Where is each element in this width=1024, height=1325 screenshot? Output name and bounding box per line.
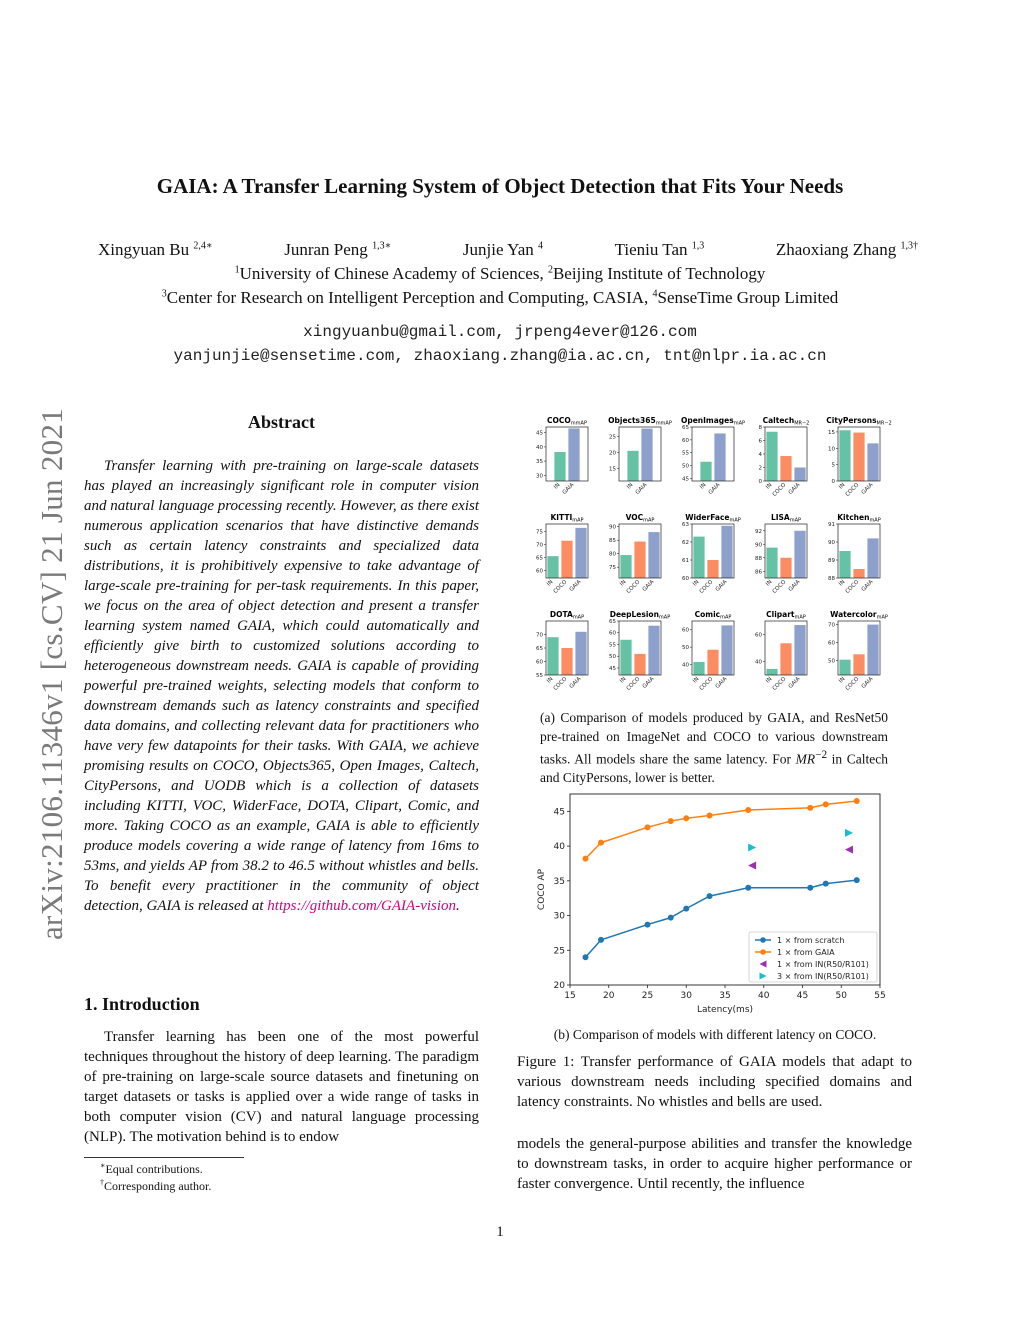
y-tick-label: 70 <box>536 542 543 549</box>
legend-entry: 1 × from GAIA <box>777 948 835 957</box>
data-point <box>668 915 674 921</box>
y-tick-label: 2 <box>758 465 762 472</box>
y-tick-label: 63 <box>682 522 689 528</box>
y-tick-label: 60 <box>536 568 543 575</box>
y-tick-label: 50 <box>609 654 616 661</box>
x-tick-label: GAIA <box>860 579 875 593</box>
x-tick-label: IN <box>838 579 847 588</box>
y-tick-label: 40 <box>536 444 543 451</box>
y-tick-label: 8 <box>758 425 762 431</box>
y-tick-label: 89 <box>828 558 835 564</box>
x-tick-label: COCO <box>552 579 569 595</box>
data-point <box>583 954 589 960</box>
panel-title: Clipart$_{mAP}$ <box>766 610 806 621</box>
github-link[interactable]: https://github.com/GAIA-vision <box>267 898 457 914</box>
y-axis-label: COCO AP <box>537 868 547 911</box>
y-tick-label: 25 <box>609 434 616 441</box>
bar-gaia <box>641 429 652 481</box>
bar-panel-objects365 <box>608 416 672 496</box>
author: Zhaoxiang Zhang $^{1,3\dagger}$ <box>775 240 918 259</box>
x-tick-label: GAIA <box>641 579 656 593</box>
bar-in <box>839 551 850 578</box>
x-tick-label: IN <box>692 579 701 588</box>
bar-gaia <box>648 626 659 675</box>
x-tick-label: COCO <box>625 579 642 595</box>
panel-title: Watercolor$_{mAP}$ <box>830 610 888 621</box>
data-point <box>854 798 860 804</box>
data-point <box>823 881 829 887</box>
x-tick-label: 50 <box>835 991 847 1001</box>
y-tick-label: 62 <box>682 540 689 546</box>
bar-panel-dota <box>536 610 588 692</box>
bar-coco <box>853 433 864 481</box>
y-tick-label: 90 <box>755 542 762 549</box>
bar-panel-caltech <box>759 416 810 498</box>
x-tick-label: 40 <box>758 991 770 1001</box>
x-tick-label: IN <box>765 676 774 685</box>
bar-in <box>547 637 558 675</box>
x-tick-label: COCO <box>844 676 861 692</box>
author: Junjie Yan $^4$ <box>462 240 544 259</box>
bar-panel-widerface <box>682 513 741 595</box>
legend <box>749 932 877 982</box>
y-tick-label: 90 <box>828 540 835 546</box>
panel-title: $DOTA_{mAP}$ <box>549 610 585 621</box>
x-tick-label: GAIA <box>707 482 722 496</box>
bar-gaia <box>794 468 805 482</box>
x-tick-label: IN <box>619 579 628 588</box>
panel-title: CityPersons$_{MR-2}$ <box>826 416 892 427</box>
bar-in <box>627 451 638 481</box>
x-tick-label: GAIA <box>787 579 802 593</box>
y-tick-label: 65 <box>682 425 689 431</box>
panel-title: OpenImages$_{mAP}$ <box>680 416 746 427</box>
x-tick-label: IN <box>838 482 847 491</box>
data-point <box>745 807 751 813</box>
plot-frame <box>619 427 661 481</box>
email-line-1[interactable]: xingyuanbu@gmail.com, jrpeng4ever@126.com <box>303 323 697 341</box>
y-tick-label: 65 <box>609 619 616 625</box>
author: Junran Peng $^{1,3∗}$ <box>284 240 392 259</box>
bar-coco <box>634 542 645 578</box>
plot-frame <box>692 427 734 481</box>
bar-coco <box>780 558 791 578</box>
paper-title: GAIA: A Transfer Learning System of Object Detection that Fits Your Needs <box>156 174 844 198</box>
y-tick-label: 55 <box>682 450 689 457</box>
y-tick-label: 80 <box>609 551 616 558</box>
panel-title: $KITTI_{mAP}$ <box>550 513 584 524</box>
y-tick-label: 20 <box>609 450 616 457</box>
x-tick-label: 25 <box>641 991 654 1001</box>
data-point <box>683 815 689 821</box>
right-column-body: models the general-purpose abilities and transfer the knowledge to downstream tasks, in order to acquire higher performance or faster convergence. Until recently, the influence <box>517 1136 912 1192</box>
y-tick-label: 70 <box>536 632 543 639</box>
panel-title: WiderFace$_{mAP}$ <box>685 513 741 524</box>
abstract-heading: Abstract <box>248 412 315 432</box>
y-tick-label: 92 <box>755 528 762 535</box>
y-tick-label: 10 <box>828 446 835 453</box>
bar-coco <box>853 654 864 675</box>
panel-title: Caltech$_{MR-2}$ <box>762 416 810 427</box>
bar-in <box>693 537 704 578</box>
data-point <box>583 856 589 862</box>
data-point <box>807 885 813 891</box>
figure-caption: Figure 1: Transfer performance of GAIA models that adapt to various downstream needs including specified domains and latency constraints. No whistles and bells are used. <box>517 1054 912 1110</box>
y-tick-label: 65 <box>536 646 543 652</box>
y-tick-label: 0 <box>758 479 762 485</box>
bar-in <box>839 660 850 675</box>
y-tick-label: 40 <box>755 659 762 666</box>
x-tick-label: COCO <box>698 676 715 692</box>
panel-title: $LISA_{mAP}$ <box>770 513 802 524</box>
y-tick-label: 40 <box>682 662 689 669</box>
bar-in <box>693 662 704 675</box>
arxiv-stamp: arXiv:2106.11346v1 [cs.CV] 21 Jun 2021 <box>34 407 69 940</box>
y-tick-label: 20 <box>553 981 565 991</box>
data-point <box>845 846 853 854</box>
data-point <box>807 805 813 811</box>
affiliation-line-2: $^3$Center for Research on Intelligent Perception and Computing, CASIA, $^4$SenseTime Group Limited <box>161 288 839 307</box>
footnote-equal-contribution: ∗Equal contributions. <box>100 1161 203 1176</box>
y-tick-label: 85 <box>609 538 616 545</box>
y-tick-label: 0 <box>831 479 835 485</box>
x-tick-label: COCO <box>771 482 788 498</box>
x-tick-label: COCO <box>771 579 788 595</box>
y-tick-label: 30 <box>553 911 565 922</box>
legend-entry: 1 × from IN(R50/R101) <box>777 960 869 969</box>
y-tick-label: 70 <box>828 622 835 629</box>
bar-gaia <box>794 625 805 675</box>
bar-gaia <box>867 538 878 578</box>
data-point <box>668 818 674 824</box>
y-tick-label: 86 <box>755 569 762 576</box>
x-tick-label: IN <box>546 676 555 685</box>
x-tick-label: 55 <box>874 991 886 1001</box>
subfigure-caption-a: (a) Comparison of models produced by GAIA, and ResNet50 pre-trained on ImageNet and COCO to various downstream tasks. All models share the same latency. For $MR^{-2}$ in Caltech and CityPersons, lower is better. <box>540 710 889 785</box>
bar-panel-lisa <box>755 513 807 595</box>
x-tick-label: GAIA <box>787 676 802 690</box>
bar-in <box>547 556 558 578</box>
y-tick-label: 91 <box>828 522 835 528</box>
data-point <box>745 885 751 891</box>
x-tick-label: IN <box>692 676 701 685</box>
y-tick-label: 40 <box>553 842 565 853</box>
y-tick-label: 60 <box>828 640 835 647</box>
panel-title: DeepLesion$_{mAP}$ <box>609 610 671 621</box>
bar-in <box>620 555 631 578</box>
data-point <box>707 893 713 899</box>
x-tick-label: GAIA <box>568 676 583 690</box>
bar-panel-openimages <box>681 416 745 496</box>
panel-title: $Objects365_{mmAP}$ <box>608 416 672 427</box>
bar-in <box>766 669 777 675</box>
bar-gaia <box>867 443 878 481</box>
bar-in <box>554 452 565 481</box>
x-tick-label: COCO <box>625 676 642 692</box>
x-tick-label: 35 <box>719 991 731 1001</box>
bar-gaia <box>648 532 659 578</box>
x-tick-label: COCO <box>844 482 861 498</box>
series-line-1 <box>586 801 857 859</box>
y-tick-label: 60 <box>682 576 689 582</box>
bar-coco <box>707 560 718 578</box>
bar-coco <box>853 569 864 578</box>
data-point <box>854 877 860 883</box>
data-point <box>645 922 651 928</box>
legend-entry: 1 × from scratch <box>777 936 845 945</box>
y-tick-label: 45 <box>536 430 543 437</box>
x-tick-label: IN <box>765 579 774 588</box>
panel-title: $VOC_{mAP}$ <box>625 513 655 524</box>
bar-coco <box>780 456 791 481</box>
data-point <box>598 840 604 846</box>
legend-entry: 3 × from IN(R50/R101) <box>777 972 869 981</box>
subfigure-caption-b: (b) Comparison of models with different latency on COCO. <box>553 1027 877 1042</box>
legend-swatch-marker <box>760 949 766 955</box>
data-point <box>748 843 756 851</box>
y-tick-label: 4 <box>758 452 762 458</box>
data-point <box>707 813 713 819</box>
y-tick-label: 30 <box>536 473 543 480</box>
y-tick-label: 25 <box>553 946 565 957</box>
affiliation-line-1: $^1$University of Chinese Academy of Sciences, $^2$Beijing Institute of Technology <box>234 264 766 283</box>
introduction-body: Transfer learning has been one of the most powerful techniques throughout the history of deep learning. The paradigm of pre-training on large-scale source datasets and finetuning on target datasets or tasks is applied over a wide range of tasks in both computer vision (CV) and natural language processing (NLP). The motivation behind is to endow <box>84 1029 479 1145</box>
bar-panel-kitchen <box>828 513 881 595</box>
footnote-corresponding-author: †Corresponding author. <box>100 1178 212 1193</box>
bar-in <box>839 430 850 481</box>
x-tick-label: GAIA <box>634 482 649 496</box>
y-tick-label: 88 <box>755 555 762 562</box>
bar-in <box>766 548 777 578</box>
section-heading-introduction: 1. Introduction <box>84 994 200 1014</box>
x-tick-label: GAIA <box>568 579 583 593</box>
y-tick-label: 60 <box>682 437 689 444</box>
x-tick-label: IN <box>546 579 555 588</box>
footnote-divider <box>84 1157 244 1158</box>
y-tick-label: 55 <box>536 673 543 679</box>
page-number: 1 <box>496 1224 504 1240</box>
bar-gaia <box>867 625 878 675</box>
y-tick-label: 6 <box>758 438 762 445</box>
y-tick-label: 65 <box>536 555 543 562</box>
data-point <box>645 824 651 830</box>
bar-panel-comic <box>682 610 734 692</box>
x-tick-label: GAIA <box>641 676 656 690</box>
data-point <box>845 829 853 837</box>
author-list <box>98 240 918 260</box>
bar-coco <box>707 650 718 675</box>
y-tick-label: 45 <box>609 665 616 672</box>
y-tick-label: 60 <box>682 627 689 634</box>
y-tick-label: 90 <box>609 524 616 531</box>
bar-coco <box>780 643 791 675</box>
x-tick-label: GAIA <box>561 482 576 496</box>
x-axis-label: Latency(ms) <box>696 1005 754 1015</box>
x-tick-label: GAIA <box>860 482 875 496</box>
x-tick-label: IN <box>619 676 628 685</box>
x-tick-label: GAIA <box>714 579 729 593</box>
author: Tieniu Tan $^{1,3}$ <box>614 240 705 259</box>
x-tick-label: COCO <box>552 676 569 692</box>
email-line-2[interactable]: yanjunjie@sensetime.com, zhaoxiang.zhang@ia.ac.cn, tnt@nlpr.ia.ac.cn <box>173 347 827 365</box>
bar-panel-clipart <box>755 610 807 692</box>
bar-gaia <box>721 625 732 675</box>
latency-line-chart <box>527 786 897 1018</box>
abstract-body: Transfer learning with pre-training on large-scale datasets has played an increasingly significant role in computer vision and natural language processing recently. However, as there exist numerous application scenarios that have distinctive demands such as certain latency constraints and specialized data distributions, it is prohibitively expensive to take advantage of large-scale pre-training for per-task requirements. In this paper, we focus on the area of object detection and present a transfer learning system named GAIA, which could automatically and efficiently give birth to customized solutions according to heterogeneous downstream needs. GAIA is capable of providing powerful pre-trained weights, selecting models that conform to downstream demands such as latency constraints and specified data domains, and collecting relevant data for practitioners who have very few datapoints for their tasks. With GAIA, we achieve promising results on COCO, Objects365, Open Images, Caltech, CityPersons, and UODB which is a collection of datasets including KITTI, VOC, WiderFace, DOTA, Clipart, Comic, and more. Taking COCO as an example, GAIA is able to efficiently produce models covering a wide range of latency from 16ms to 53ms, and yields AP from 38.2 to 46.5 without whistles and bells. To benefit every practitioner in the community of object detection, GAIA is released at https://github.com/GAIA-vision. <box>84 458 479 914</box>
panel-title: Comic$_{mAP}$ <box>694 610 732 621</box>
bar-panel-voc <box>609 513 661 595</box>
plot-frame <box>546 427 588 481</box>
y-tick-label: 75 <box>536 529 543 536</box>
bar-in <box>700 462 711 481</box>
bar-gaia <box>568 428 579 481</box>
y-tick-label: 88 <box>828 576 835 582</box>
y-tick-label: 15 <box>609 466 616 473</box>
y-tick-label: 5 <box>831 462 835 469</box>
x-tick-label: GAIA <box>860 676 875 690</box>
x-tick-label: IN <box>699 482 708 491</box>
y-tick-label: 60 <box>755 632 762 639</box>
bar-panel-coco <box>536 416 588 496</box>
bar-gaia <box>721 526 732 578</box>
y-tick-label: 45 <box>553 807 565 818</box>
x-tick-label: GAIA <box>787 482 802 496</box>
legend-swatch-marker <box>760 937 766 943</box>
x-tick-label: COCO <box>698 579 715 595</box>
x-tick-label: COCO <box>771 676 788 692</box>
y-tick-label: 35 <box>536 459 543 466</box>
bar-panel-kitti <box>536 513 588 595</box>
bar-coco <box>561 648 572 675</box>
bar-panel-deeplesion <box>609 610 670 692</box>
data-point <box>823 801 829 807</box>
y-tick-label: 55 <box>609 642 616 649</box>
y-tick-label: 60 <box>536 659 543 666</box>
y-tick-label: 50 <box>682 463 689 470</box>
panel-title: Kitchen$_{mAP}$ <box>837 513 881 524</box>
y-tick-label: 75 <box>609 565 616 572</box>
x-tick-label: IN <box>765 482 774 491</box>
bar-panel-citypersons <box>826 416 891 498</box>
y-tick-label: 60 <box>609 630 616 637</box>
bar-in <box>620 640 631 675</box>
bar-coco <box>634 654 645 675</box>
bar-gaia <box>575 528 586 578</box>
bar-coco <box>561 541 572 578</box>
x-tick-label: COCO <box>844 579 861 595</box>
data-point <box>598 937 604 943</box>
panel-title: $COCO_{mmAP}$ <box>547 416 587 427</box>
x-tick-label: 30 <box>680 991 692 1001</box>
x-tick-label: IN <box>838 676 847 685</box>
bar-panel-watercolor <box>828 610 888 692</box>
bar-in <box>766 432 777 481</box>
data-point <box>748 862 756 870</box>
y-tick-label: 50 <box>682 645 689 652</box>
x-tick-label: IN <box>626 482 635 491</box>
x-tick-label: 20 <box>603 991 615 1001</box>
bar-gaia <box>714 433 725 481</box>
y-tick-label: 50 <box>828 658 835 665</box>
x-tick-label: 45 <box>796 991 809 1001</box>
author: Xingyuan Bu $^{2,4∗}$ <box>98 240 213 259</box>
y-tick-label: 61 <box>682 558 689 564</box>
y-tick-label: 45 <box>682 476 689 483</box>
bar-gaia <box>575 632 586 675</box>
bar-gaia <box>794 531 805 578</box>
x-tick-label: 15 <box>564 991 576 1001</box>
bar-chart-grid <box>527 412 892 702</box>
data-point <box>683 906 689 912</box>
x-tick-label: IN <box>553 482 562 491</box>
y-tick-label: 15 <box>828 429 835 436</box>
y-tick-label: 35 <box>553 876 565 887</box>
x-tick-label: GAIA <box>714 676 729 690</box>
